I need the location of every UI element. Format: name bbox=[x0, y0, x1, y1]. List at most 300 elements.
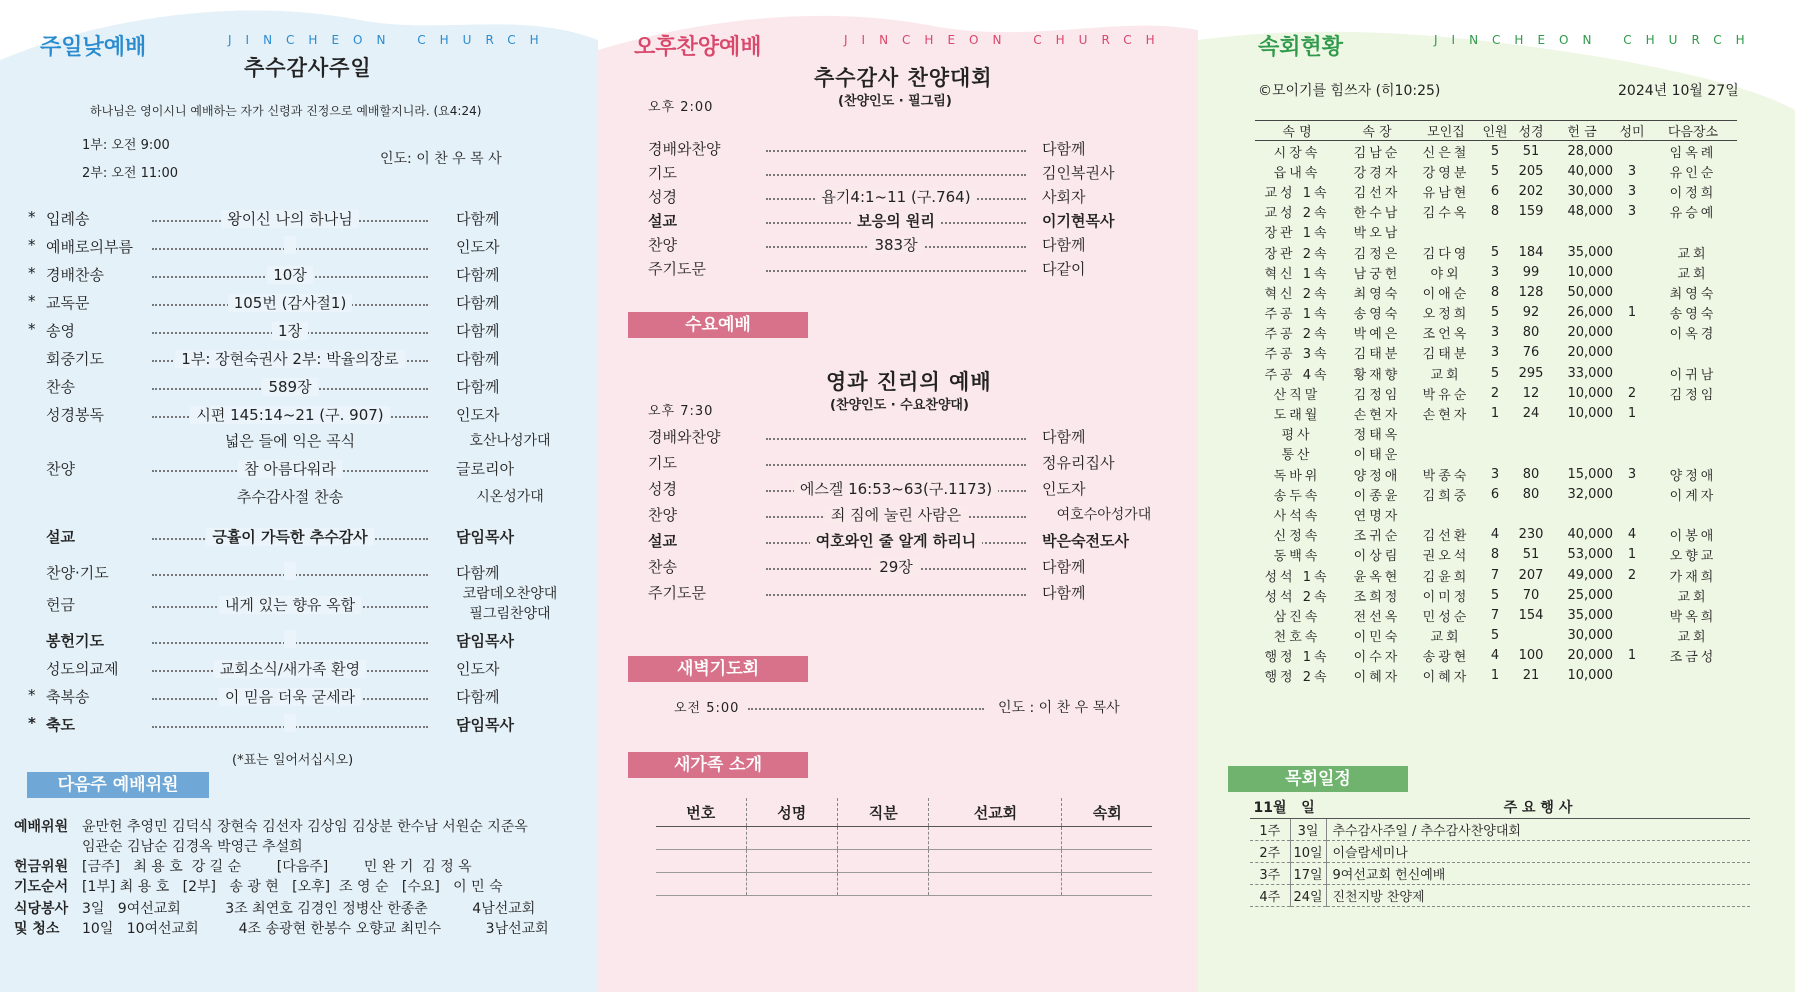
table-cell: 5 bbox=[1490, 628, 1500, 644]
table-cell: 33,000 bbox=[1567, 365, 1613, 381]
order-item-person: 다함께 bbox=[456, 294, 500, 312]
order-item-label: 주기도문 bbox=[648, 260, 706, 278]
schedule-cell: 4주 bbox=[1250, 885, 1290, 907]
table-row bbox=[1255, 626, 1737, 646]
dawn-time: 오전 5:00 bbox=[674, 701, 740, 716]
table-cell: 도래월 bbox=[1273, 408, 1321, 424]
order-item-person: 글로리아 bbox=[456, 460, 514, 478]
cell-column: 속 장 bbox=[1339, 121, 1415, 141]
table-cell: 207 bbox=[1518, 567, 1544, 583]
wednesday-bar: 수요예배 bbox=[628, 312, 808, 338]
cell-status-table bbox=[1255, 120, 1737, 686]
table-cell: 최영숙 bbox=[1669, 286, 1717, 302]
order-item-text bbox=[284, 714, 296, 732]
table-cell: 권오석 bbox=[1422, 549, 1470, 565]
order-item-text: 긍휼이 가득한 추수감사 bbox=[206, 528, 373, 546]
table-cell: 성석 2속 bbox=[1264, 589, 1330, 605]
order-item-label: 축복송 bbox=[46, 688, 90, 706]
dotted-leader bbox=[766, 174, 1026, 176]
order-item-label: 봉헌기도 bbox=[46, 632, 104, 650]
dotted-leader bbox=[766, 464, 1026, 466]
order-item-content bbox=[152, 348, 428, 369]
order-item-label: 입례송 bbox=[46, 210, 90, 228]
order-item-person: 다함께 bbox=[1042, 140, 1086, 158]
new-family-cell bbox=[656, 850, 746, 873]
table-cell: 조언옥 bbox=[1422, 327, 1470, 343]
order-item-label: 찬양·기도 bbox=[46, 564, 109, 582]
order-item-person: 다같이 bbox=[1042, 260, 1086, 278]
order-item-content bbox=[766, 186, 1026, 207]
table-cell: 이미정 bbox=[1422, 589, 1470, 605]
order-item-text: 589장 bbox=[262, 378, 317, 396]
member-label: 예배위원 bbox=[14, 819, 69, 835]
table-cell: 유승예 bbox=[1669, 206, 1717, 222]
service-leader: 인도: 이 찬 우 목 사 bbox=[380, 151, 502, 167]
new-family-column: 속회 bbox=[1062, 798, 1152, 827]
table-cell: 3 bbox=[1627, 204, 1637, 220]
choir-name: 코람데오찬양대 bbox=[462, 586, 558, 602]
dawn-dots bbox=[748, 708, 984, 710]
table-cell: 15,000 bbox=[1567, 466, 1613, 482]
table-cell: 2 bbox=[1490, 385, 1500, 401]
table-cell: 동백속 bbox=[1273, 549, 1321, 565]
table-cell: 조금성 bbox=[1669, 650, 1717, 666]
order-item-label: 성도의교제 bbox=[46, 660, 119, 678]
table-row bbox=[1255, 262, 1737, 282]
table-cell: 35,000 bbox=[1567, 244, 1613, 260]
table-cell: 100 bbox=[1518, 648, 1544, 664]
table-cell: 28,000 bbox=[1567, 143, 1613, 159]
scripture-verse: 하나님은 영이시니 예배하는 자가 신령과 진정으로 예배할지니라. (요4:24) bbox=[90, 104, 482, 118]
table-cell: 이정희 bbox=[1669, 185, 1717, 201]
table-row bbox=[1255, 666, 1737, 686]
table-cell: 25,000 bbox=[1567, 587, 1613, 603]
table-cell: 임옥례 bbox=[1669, 145, 1717, 161]
dawn-bar: 새벽기도회 bbox=[628, 656, 808, 682]
panel-afternoon-worship bbox=[598, 0, 1198, 992]
new-family-column: 번호 bbox=[656, 798, 746, 827]
table-cell: 조희정 bbox=[1353, 589, 1401, 605]
order-row bbox=[648, 258, 1166, 280]
order-item-person: 김인복권사 bbox=[1042, 164, 1115, 182]
order-item-text: 참 아름다워라 bbox=[238, 460, 342, 478]
order-item-person: 다함께 bbox=[456, 350, 500, 368]
new-family-cell bbox=[746, 850, 837, 873]
order-row bbox=[648, 452, 1166, 474]
schedule-cell: 9여선교회 헌신예배 bbox=[1326, 863, 1750, 885]
table-cell: 주공 2속 bbox=[1264, 327, 1330, 343]
member-label: 및 청소 bbox=[14, 921, 60, 937]
table-cell: 이태운 bbox=[1353, 448, 1401, 464]
order-item-person: 담임목사 bbox=[456, 528, 514, 546]
cell-column: 속 명 bbox=[1255, 121, 1339, 141]
table-cell: 송두속 bbox=[1273, 488, 1321, 504]
schedule-cell: 24일 bbox=[1290, 885, 1326, 907]
table-row bbox=[1255, 605, 1737, 625]
schedule-cell: 10일 bbox=[1290, 841, 1326, 863]
worship-order-row bbox=[28, 264, 564, 286]
table-cell: 50,000 bbox=[1567, 284, 1613, 300]
table-cell: 교성 1속 bbox=[1264, 185, 1330, 201]
order-item-text: 이 믿음 더욱 굳세라 bbox=[219, 688, 361, 706]
table-cell: 성석 1속 bbox=[1264, 569, 1330, 585]
table-cell: 박옥희 bbox=[1669, 609, 1717, 625]
new-family-column: 직분 bbox=[838, 798, 929, 827]
new-family-cell bbox=[838, 873, 929, 896]
table-cell: 김선환 bbox=[1422, 529, 1470, 545]
worship-order-row bbox=[28, 562, 564, 584]
new-family-cell bbox=[929, 873, 1062, 896]
table-cell: 행정 1속 bbox=[1264, 650, 1330, 666]
table-cell: 박종숙 bbox=[1422, 468, 1470, 484]
cell-column: 인원 bbox=[1477, 121, 1513, 141]
table-cell bbox=[1549, 222, 1615, 242]
table-cell: 12 bbox=[1522, 385, 1540, 401]
service-time-2: 2부: 오전 11:00 bbox=[82, 166, 179, 181]
cell-column: 모인집 bbox=[1415, 121, 1477, 141]
table-cell: 교회 bbox=[1677, 266, 1709, 282]
new-family-bar: 새가족 소개 bbox=[628, 752, 808, 778]
cell-status-header bbox=[1255, 121, 1737, 141]
order-item-content bbox=[152, 376, 428, 397]
table-row bbox=[1255, 222, 1737, 242]
schedule-row bbox=[1250, 885, 1750, 907]
table-row bbox=[1255, 525, 1737, 545]
section-title: 속회현황 bbox=[1258, 35, 1344, 60]
table-cell: 김남순 bbox=[1353, 145, 1401, 161]
table-cell: 김윤희 bbox=[1422, 569, 1470, 585]
order-row bbox=[648, 426, 1166, 448]
table-cell: 10,000 bbox=[1567, 264, 1613, 280]
section-title: 오후찬양예배 bbox=[634, 35, 762, 60]
order-item-label: 성경 bbox=[648, 188, 677, 206]
table-cell: 4 bbox=[1490, 527, 1500, 543]
order-item-content bbox=[766, 478, 1026, 499]
table-cell: 10,000 bbox=[1567, 385, 1613, 401]
schedule-row bbox=[1250, 863, 1750, 885]
order-item-label: 설교 bbox=[648, 532, 677, 550]
table-cell: 21 bbox=[1522, 668, 1540, 684]
worship-order-row bbox=[28, 658, 564, 680]
table-cell bbox=[1649, 222, 1737, 242]
order-item-content bbox=[152, 686, 428, 707]
order-row bbox=[648, 186, 1166, 208]
table-cell bbox=[1549, 444, 1615, 464]
table-cell: 박예은 bbox=[1353, 327, 1401, 343]
order-item-text: 내게 있는 향유 옥합 bbox=[219, 596, 361, 614]
table-cell: 황재향 bbox=[1353, 367, 1401, 383]
schedule-column: 주 요 행 사 bbox=[1326, 796, 1750, 819]
table-cell: 76 bbox=[1522, 345, 1540, 361]
table-row bbox=[1255, 565, 1737, 585]
order-item-person: 인도자 bbox=[456, 660, 500, 678]
table-cell: 1 bbox=[1490, 406, 1500, 422]
table-cell: 184 bbox=[1518, 244, 1544, 260]
table-cell: 8 bbox=[1490, 284, 1500, 300]
order-item-content bbox=[152, 320, 428, 341]
order-item-text: 1부: 장현숙권사 2부: 박율의장로 bbox=[175, 350, 404, 368]
table-cell: 6 bbox=[1490, 183, 1500, 199]
table-cell: 3 bbox=[1490, 345, 1500, 361]
table-cell bbox=[1615, 323, 1649, 343]
table-cell bbox=[1615, 141, 1649, 162]
table-row bbox=[1255, 303, 1737, 323]
church-name: JINCHEON CHURCH bbox=[228, 33, 553, 47]
table-row bbox=[1255, 363, 1737, 383]
standing-mark: * bbox=[28, 320, 36, 338]
table-cell: 유남현 bbox=[1422, 185, 1470, 201]
table-cell bbox=[1615, 242, 1649, 262]
order-item-person: 담임목사 bbox=[456, 632, 514, 650]
table-cell: 5 bbox=[1490, 143, 1500, 159]
table-cell bbox=[1649, 504, 1737, 524]
order-row bbox=[648, 234, 1166, 256]
table-cell: 교회 bbox=[1430, 630, 1462, 646]
table-cell: 통산 bbox=[1281, 448, 1313, 464]
order-item-content bbox=[152, 236, 428, 254]
standing-mark: * bbox=[28, 292, 36, 310]
table-cell: 박오남 bbox=[1353, 226, 1401, 242]
order-item-text: 383장 bbox=[868, 236, 923, 254]
table-cell bbox=[1415, 424, 1477, 444]
worship-order-row bbox=[28, 236, 564, 258]
table-cell: 20,000 bbox=[1567, 325, 1613, 341]
table-cell: 주공 3속 bbox=[1264, 347, 1330, 363]
table-cell: 장관 2속 bbox=[1264, 246, 1330, 262]
table-row bbox=[1255, 444, 1737, 464]
table-cell: 10,000 bbox=[1567, 406, 1613, 422]
table-cell: 99 bbox=[1522, 264, 1540, 280]
order-item-label: 회중기도 bbox=[46, 350, 104, 368]
table-cell: 48,000 bbox=[1567, 204, 1613, 220]
table-cell: 이상림 bbox=[1353, 549, 1401, 565]
order-item-content bbox=[766, 234, 1026, 255]
schedule-cell: 1주 bbox=[1250, 819, 1290, 841]
table-cell: 40,000 bbox=[1567, 527, 1613, 543]
worship-order-row bbox=[28, 292, 564, 314]
order-item-person: 다함께 bbox=[456, 210, 500, 228]
standing-mark: * bbox=[28, 686, 36, 704]
order-item-person: 다함께 bbox=[1042, 558, 1086, 576]
table-cell: 5 bbox=[1490, 163, 1500, 179]
order-item-person: 사회자 bbox=[1042, 188, 1086, 206]
worship-order-row bbox=[28, 458, 564, 480]
table-cell: 야외 bbox=[1430, 266, 1462, 282]
order-item-person: 박은숙전도사 bbox=[1042, 532, 1129, 550]
table-cell: 1 bbox=[1627, 406, 1637, 422]
table-row bbox=[1255, 464, 1737, 484]
worship-order-row bbox=[28, 348, 564, 370]
order-item-content bbox=[152, 658, 428, 679]
table-cell bbox=[1649, 343, 1737, 363]
order-item-person: 정유리집사 bbox=[1042, 454, 1115, 472]
table-cell: 80 bbox=[1522, 325, 1540, 341]
table-cell: 159 bbox=[1518, 204, 1544, 220]
order-item-person: 담임목사 bbox=[456, 716, 514, 734]
table-row bbox=[1255, 323, 1737, 343]
table-row bbox=[1255, 403, 1737, 423]
cell-column: 헌 금 bbox=[1549, 121, 1615, 141]
table-cell: 7 bbox=[1490, 567, 1500, 583]
order-item-text: 에스겔 16:53~63(구.1173) bbox=[794, 480, 998, 498]
table-cell: 3 bbox=[1490, 325, 1500, 341]
table-cell: 3 bbox=[1627, 163, 1637, 179]
order-row bbox=[648, 504, 1166, 526]
member-row bbox=[14, 816, 528, 836]
table-cell: 전선옥 bbox=[1353, 609, 1401, 625]
table-cell: 1 bbox=[1627, 547, 1637, 563]
table-cell: 5 bbox=[1490, 365, 1500, 381]
table-cell: 53,000 bbox=[1567, 547, 1613, 563]
standing-mark: * bbox=[28, 264, 36, 282]
standing-mark: * bbox=[28, 714, 36, 732]
table-cell bbox=[1615, 666, 1649, 686]
service-time-1: 1부: 오전 9:00 bbox=[82, 138, 170, 153]
table-cell: 20,000 bbox=[1567, 648, 1613, 664]
new-family-row bbox=[656, 850, 1152, 873]
table-cell: 김희중 bbox=[1422, 488, 1470, 504]
schedule-row bbox=[1250, 841, 1750, 863]
next-week-bar: 다음주 예배위원 bbox=[27, 772, 209, 798]
schedule-cell: 이슬람세미나 bbox=[1326, 841, 1750, 863]
table-cell bbox=[1615, 605, 1649, 625]
table-cell: 5 bbox=[1490, 587, 1500, 603]
cell-column: 다음장소 bbox=[1649, 121, 1737, 141]
worship-order-row bbox=[28, 404, 564, 426]
cell-column: 성미 bbox=[1615, 121, 1649, 141]
wednesday-leader: (찬양인도 · 수요찬양대) bbox=[830, 398, 969, 413]
table-cell: 이봉애 bbox=[1669, 529, 1717, 545]
order-item-person: 다함께 bbox=[1042, 584, 1086, 602]
order-item-text: 1장 bbox=[272, 322, 308, 340]
order-item-label: 기도 bbox=[648, 164, 677, 182]
table-cell bbox=[1415, 222, 1477, 242]
table-cell: 3 bbox=[1490, 264, 1500, 280]
table-cell: 10,000 bbox=[1567, 668, 1613, 684]
church-name: JINCHEON CHURCH bbox=[844, 33, 1169, 47]
table-row bbox=[1255, 383, 1737, 403]
order-item-person: 이기현목사 bbox=[1042, 212, 1115, 230]
table-cell: 김선자 bbox=[1353, 185, 1401, 201]
table-cell: 김정임 bbox=[1353, 387, 1401, 403]
order-item-content bbox=[152, 562, 428, 580]
order-row bbox=[648, 162, 1166, 184]
table-cell: 혁신 2속 bbox=[1264, 286, 1330, 302]
new-family-cell bbox=[746, 827, 837, 850]
schedule-table bbox=[1250, 796, 1750, 907]
table-cell: 송영숙 bbox=[1669, 307, 1717, 323]
schedule-column: 일 bbox=[1290, 796, 1326, 819]
table-cell: 8 bbox=[1490, 204, 1500, 220]
order-item-person bbox=[456, 584, 564, 624]
table-cell: 교회 bbox=[1677, 589, 1709, 605]
order-item-label: 주기도문 bbox=[648, 584, 706, 602]
order-row bbox=[648, 478, 1166, 500]
order-item-label: 예배로의부름 bbox=[46, 238, 133, 256]
table-cell: 6 bbox=[1490, 486, 1500, 502]
table-cell: 장관 1속 bbox=[1264, 226, 1330, 242]
table-cell: 51 bbox=[1522, 143, 1540, 159]
order-item-content bbox=[152, 264, 428, 285]
table-cell: 4 bbox=[1490, 648, 1500, 664]
table-cell: 이종윤 bbox=[1353, 488, 1401, 504]
table-cell: 이수자 bbox=[1353, 650, 1401, 666]
report-date: 2024년 10월 27일 bbox=[1618, 83, 1739, 99]
afternoon-time: 오후 2:00 bbox=[648, 100, 714, 115]
table-cell: 민성순 bbox=[1422, 609, 1470, 625]
table-cell bbox=[1549, 504, 1615, 524]
afternoon-leader: (찬양인도 · 필그림) bbox=[838, 94, 952, 109]
order-item-person: 다함께 bbox=[456, 564, 500, 582]
new-family-header bbox=[656, 798, 1152, 827]
table-cell: 강영분 bbox=[1422, 165, 1470, 181]
order-item-content bbox=[152, 292, 428, 313]
order-item-person: 인도자 bbox=[456, 238, 500, 256]
table-cell: 이민숙 bbox=[1353, 630, 1401, 646]
table-cell bbox=[1615, 282, 1649, 302]
standing-note: (*표는 일어서십시오) bbox=[232, 753, 354, 768]
order-row bbox=[648, 210, 1166, 232]
member-text: 3일 9여선교회 3조 최연호 김경인 정병산 한종춘 4남선교회 bbox=[82, 901, 536, 917]
schedule-cell: 3주 bbox=[1250, 863, 1290, 885]
table-cell: 오향교 bbox=[1669, 549, 1717, 565]
table-cell: 교회 bbox=[1430, 367, 1462, 383]
new-family-column: 성명 bbox=[746, 798, 837, 827]
table-cell: 평사 bbox=[1281, 428, 1313, 444]
order-item-text bbox=[284, 236, 296, 254]
table-cell: 128 bbox=[1518, 284, 1544, 300]
order-item-text: 왕이신 나의 하나님 bbox=[221, 210, 358, 228]
table-cell bbox=[1415, 504, 1477, 524]
worship-order-row bbox=[28, 376, 564, 398]
table-row bbox=[1255, 181, 1737, 201]
table-cell: 92 bbox=[1522, 305, 1540, 321]
order-item-text: 넓은 들에 익은 곡식 bbox=[224, 432, 356, 450]
dotted-leader bbox=[766, 594, 1026, 596]
schedule-cell: 2주 bbox=[1250, 841, 1290, 863]
order-row bbox=[648, 556, 1166, 578]
order-item-content bbox=[152, 486, 428, 507]
schedule-row bbox=[1250, 819, 1750, 841]
table-cell bbox=[1649, 424, 1737, 444]
table-cell: 송광현 bbox=[1422, 650, 1470, 666]
order-item-label: 설교 bbox=[46, 528, 75, 546]
order-item-text: 105번 (감사절1) bbox=[228, 294, 353, 312]
table-cell bbox=[1513, 626, 1549, 646]
order-item-person: 인도자 bbox=[1042, 480, 1086, 498]
table-cell: 조귀순 bbox=[1353, 529, 1401, 545]
table-cell: 교회 bbox=[1677, 630, 1709, 646]
order-item-text: 보응의 원리 bbox=[851, 212, 941, 230]
order-item-label: 축도 bbox=[46, 716, 75, 734]
table-row bbox=[1255, 161, 1737, 181]
order-item-label: 찬양 bbox=[648, 506, 677, 524]
table-cell bbox=[1615, 504, 1649, 524]
table-cell: 김정임 bbox=[1669, 387, 1717, 403]
dawn-leader: 인도 : 이 찬 우 목사 bbox=[998, 700, 1120, 716]
order-item-label: 송영 bbox=[46, 322, 75, 340]
table-cell: 3 bbox=[1490, 466, 1500, 482]
schedule-bar: 목회일정 bbox=[1228, 766, 1408, 792]
table-cell: 이혜자 bbox=[1422, 670, 1470, 686]
table-cell: 1 bbox=[1627, 648, 1637, 664]
new-family-cell bbox=[1062, 850, 1152, 873]
order-item-text: 욥기4:1~11 (구.764) bbox=[815, 188, 976, 206]
worship-order-row bbox=[28, 714, 564, 736]
table-cell bbox=[1615, 626, 1649, 646]
standing-mark: * bbox=[28, 208, 36, 226]
order-item-person: 다함께 bbox=[456, 688, 500, 706]
